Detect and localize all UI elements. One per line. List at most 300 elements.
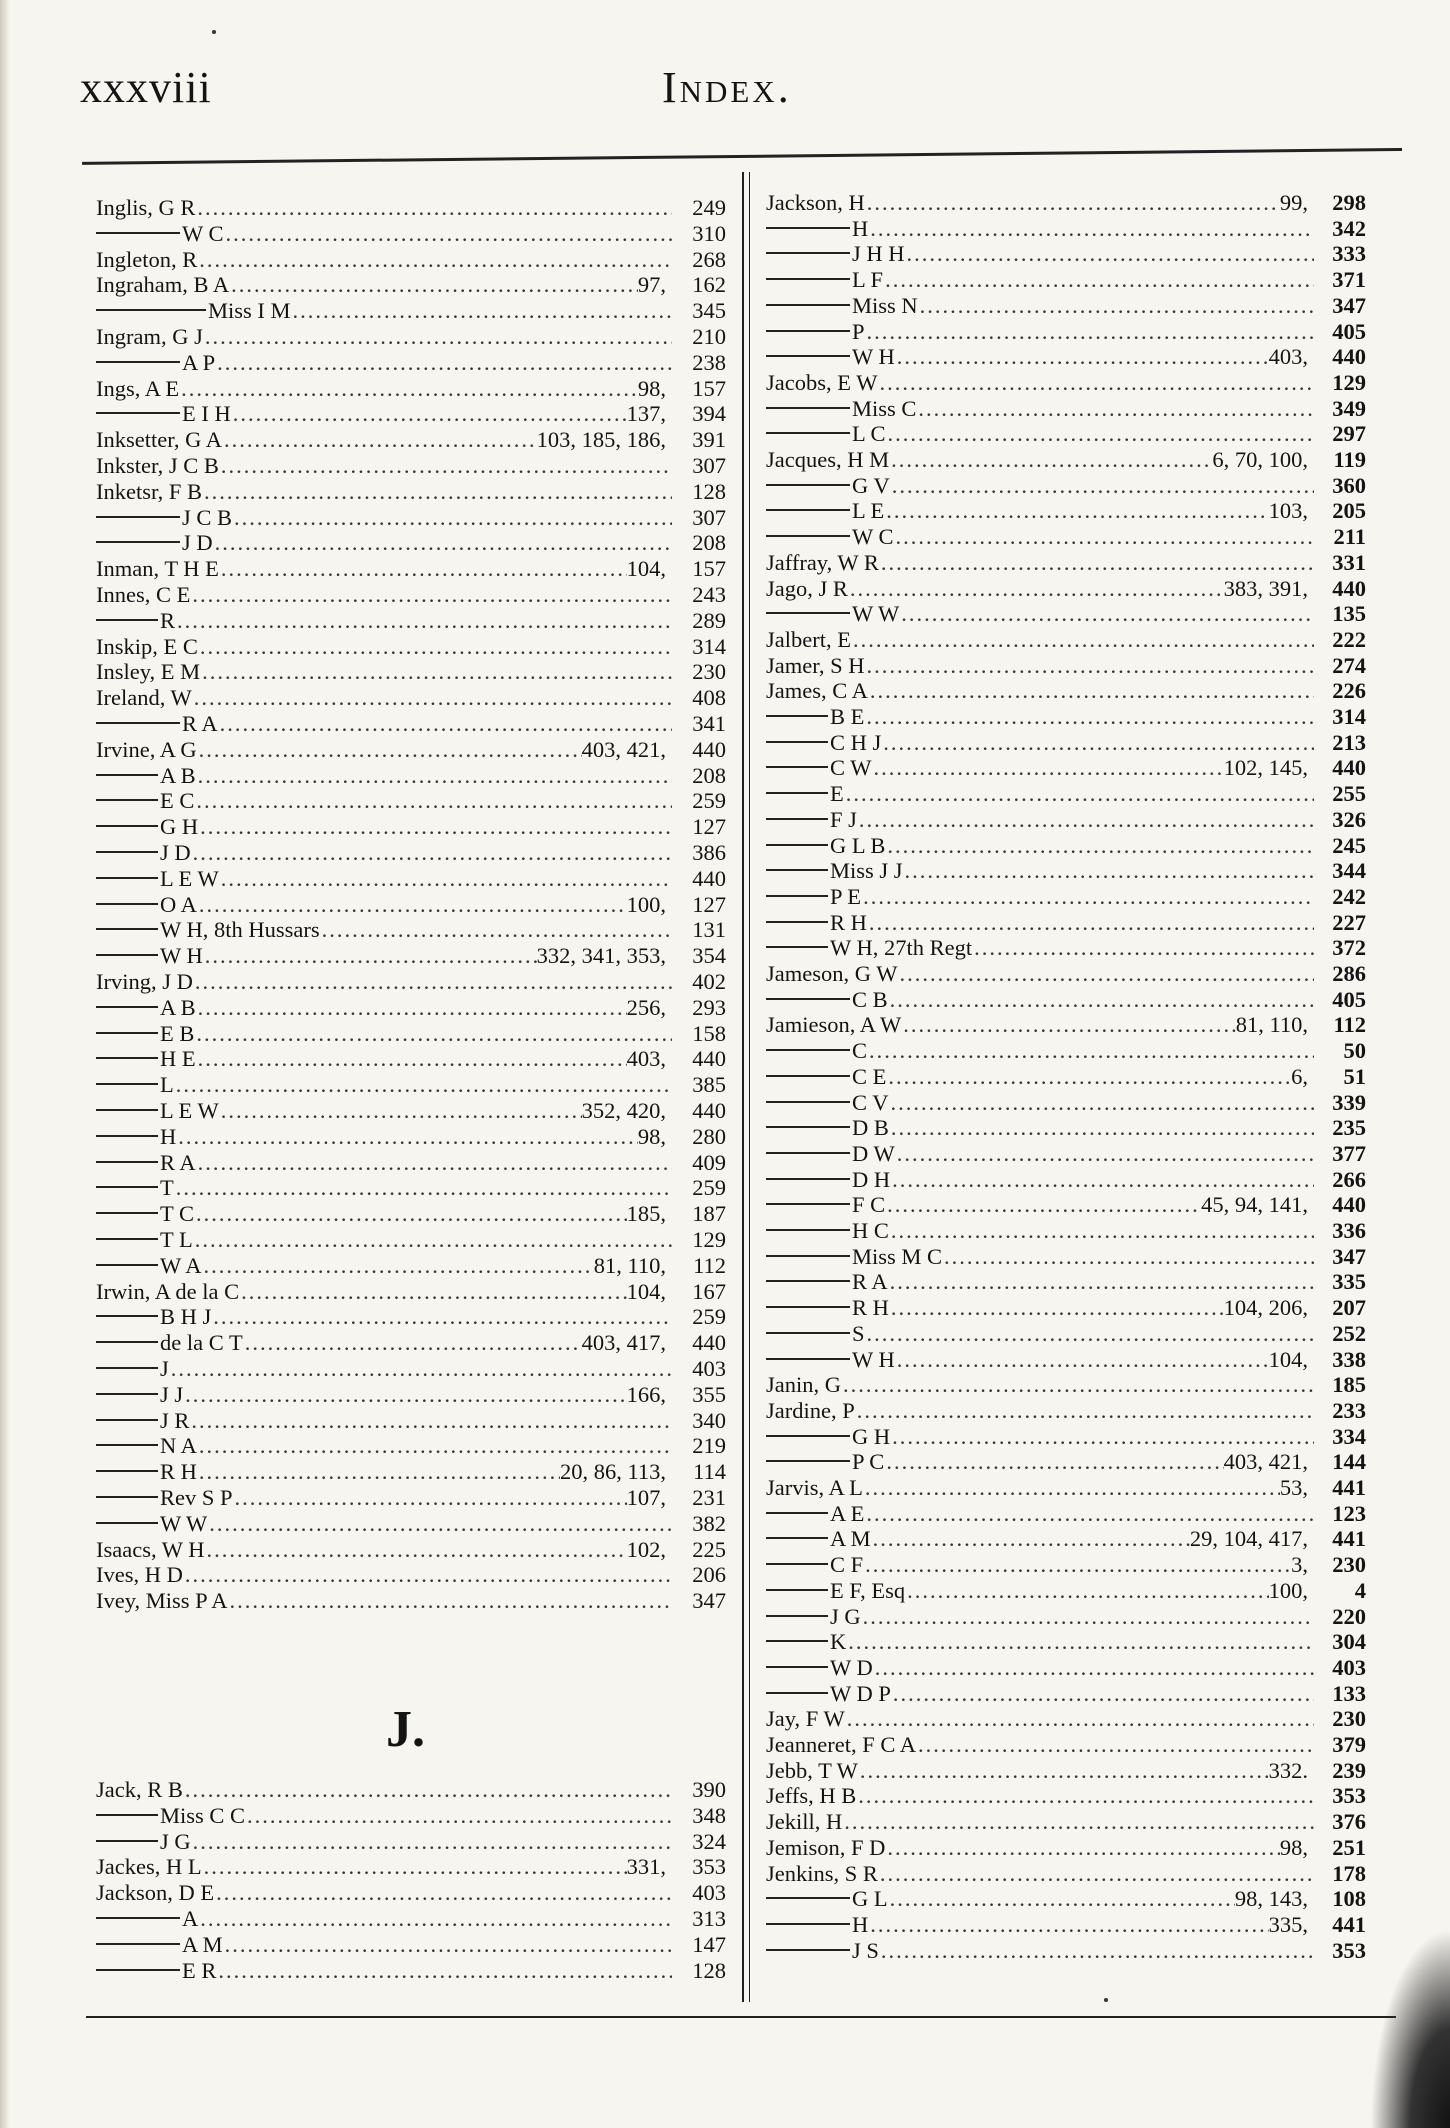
repeat-dash bbox=[96, 825, 158, 827]
index-entry bbox=[96, 505, 726, 531]
entry-lead bbox=[96, 1253, 201, 1279]
entry-lead bbox=[766, 396, 916, 422]
leader-dots bbox=[196, 995, 627, 1021]
entry-extra-pages: 3, bbox=[1291, 1552, 1308, 1578]
entry-page: 123 bbox=[1332, 1500, 1366, 1526]
entry-extra-pages: 166, bbox=[626, 1381, 666, 1407]
leader-dots bbox=[885, 1835, 1279, 1861]
entry-page: 227 bbox=[1332, 909, 1366, 935]
entry-lead bbox=[96, 221, 223, 247]
entry-extra-pages: 403, 421, bbox=[581, 736, 666, 762]
entry-page: 230 bbox=[1332, 1706, 1366, 1732]
entry-extra-pages: 98, 143, bbox=[1234, 1886, 1308, 1912]
entry-lead bbox=[766, 1604, 861, 1630]
entry-lead bbox=[766, 1912, 868, 1938]
entry-page: 213 bbox=[1332, 729, 1366, 755]
entry-name: J G bbox=[830, 1603, 861, 1629]
index-entry bbox=[96, 1330, 726, 1356]
repeat-dash bbox=[96, 232, 180, 234]
leader-dots bbox=[864, 704, 1314, 730]
entry-lead bbox=[766, 961, 897, 987]
repeat-dash bbox=[96, 1264, 158, 1266]
entry-page: 408 bbox=[692, 685, 726, 711]
index-entry bbox=[766, 498, 1366, 524]
index-entry bbox=[766, 1321, 1366, 1347]
entry-name: Jacques, H M bbox=[766, 447, 890, 472]
entry-extra-pages: 185, bbox=[626, 1201, 666, 1227]
entry-name: A P bbox=[182, 349, 216, 375]
leader-dots bbox=[895, 1347, 1269, 1373]
leader-dots bbox=[194, 1201, 627, 1227]
entry-page: 220 bbox=[1332, 1603, 1366, 1629]
entry-name: Ireland, W bbox=[96, 685, 192, 711]
leader-dots bbox=[884, 1449, 1223, 1475]
entry-name: W C bbox=[182, 220, 224, 246]
leader-dots bbox=[895, 344, 1269, 370]
leader-dots bbox=[198, 814, 672, 840]
entry-extra-pages: 81, 110, bbox=[593, 1252, 666, 1278]
entry-name: C B bbox=[852, 986, 888, 1012]
repeat-dash bbox=[766, 1049, 850, 1051]
entry-extra-pages: 103, bbox=[1268, 498, 1308, 524]
index-entry bbox=[766, 1578, 1366, 1604]
entry-page: 349 bbox=[1332, 395, 1366, 421]
entry-lead bbox=[766, 884, 861, 910]
repeat-dash bbox=[766, 1666, 828, 1668]
entry-lead bbox=[96, 943, 203, 969]
entry-name: R bbox=[160, 607, 176, 633]
entry-lead bbox=[766, 1038, 867, 1064]
entry-lead bbox=[96, 1408, 189, 1434]
index-entry bbox=[96, 1304, 726, 1330]
repeat-dash bbox=[766, 252, 850, 254]
entry-name: Jenkins, S R bbox=[766, 1860, 878, 1886]
entry-lead bbox=[766, 1141, 895, 1167]
leader-dots bbox=[232, 505, 672, 531]
entry-page: 238 bbox=[692, 349, 726, 375]
index-entry bbox=[766, 1552, 1366, 1578]
entry-name: E C bbox=[160, 788, 195, 814]
repeat-dash bbox=[766, 1537, 828, 1539]
repeat-dash bbox=[766, 330, 850, 332]
entry-page: 440 bbox=[692, 1046, 726, 1072]
entry-name: Innes, C E bbox=[96, 582, 191, 607]
entry-lead bbox=[96, 324, 203, 350]
entry-lead bbox=[96, 530, 213, 556]
repeat-dash bbox=[766, 1563, 828, 1565]
index-entry bbox=[766, 1526, 1366, 1552]
entry-extra-pages: 20, 86, 113, bbox=[559, 1459, 666, 1485]
repeat-dash bbox=[766, 1178, 850, 1180]
entry-page: 376 bbox=[1332, 1809, 1366, 1835]
index-entry bbox=[766, 1141, 1366, 1167]
index-entry bbox=[766, 961, 1366, 987]
entry-name: R A bbox=[160, 1149, 196, 1175]
leader-dots bbox=[183, 1562, 672, 1588]
entry-page: 187 bbox=[692, 1201, 726, 1227]
index-entry bbox=[96, 427, 726, 453]
entry-name: G V bbox=[852, 472, 890, 498]
entry-lead bbox=[96, 1175, 174, 1201]
entry-name: E bbox=[830, 781, 844, 807]
index-entry bbox=[766, 601, 1366, 627]
entry-page: 147 bbox=[692, 1931, 726, 1957]
repeat-dash bbox=[766, 1332, 850, 1334]
entry-name: O A bbox=[160, 891, 197, 917]
index-entry bbox=[766, 987, 1366, 1013]
entry-lead bbox=[96, 1046, 196, 1072]
entry-lead bbox=[96, 1072, 174, 1098]
entry-extra-pages: 102, bbox=[626, 1536, 666, 1562]
leader-dots bbox=[893, 524, 1314, 550]
entry-lead bbox=[766, 319, 865, 345]
entry-extra-pages: 104, bbox=[1268, 1346, 1308, 1372]
repeat-dash bbox=[96, 1109, 158, 1111]
entry-name: F J bbox=[830, 806, 857, 832]
entry-extra-pages: 6, 70, 100, bbox=[1212, 447, 1308, 472]
section-letter-j: J. bbox=[386, 1701, 425, 1758]
leader-dots bbox=[890, 1167, 1314, 1193]
entry-lead bbox=[766, 910, 867, 936]
entry-page: 127 bbox=[692, 891, 726, 917]
entry-extra-pages: 6, bbox=[1291, 1063, 1308, 1089]
entry-extra-pages: 53, bbox=[1279, 1475, 1308, 1500]
entry-name: L E bbox=[852, 498, 885, 524]
entry-page: 128 bbox=[692, 478, 726, 504]
leader-dots bbox=[197, 737, 582, 763]
index-entry bbox=[96, 1227, 726, 1253]
leader-dots bbox=[219, 453, 672, 479]
entry-name: Ives, H D bbox=[96, 1562, 183, 1588]
entry-name: G H bbox=[852, 1423, 891, 1449]
entry-lead bbox=[96, 1227, 193, 1253]
leader-dots bbox=[229, 272, 638, 298]
entry-name: W W bbox=[852, 601, 900, 627]
entry-page: 242 bbox=[1332, 883, 1366, 909]
entry-name: Inketsr, F B bbox=[96, 478, 202, 504]
entry-lead bbox=[96, 1356, 169, 1382]
entry-name: W H bbox=[852, 344, 895, 370]
index-entry bbox=[96, 1829, 726, 1855]
entry-lead bbox=[96, 995, 196, 1021]
entry-extra-pages: 403, bbox=[626, 1046, 666, 1072]
entry-lead bbox=[766, 1090, 888, 1116]
index-entry bbox=[96, 453, 726, 479]
entry-extra-pages: 98, bbox=[637, 375, 666, 401]
repeat-dash bbox=[766, 869, 828, 871]
index-entry bbox=[766, 910, 1366, 936]
index-entry bbox=[766, 1706, 1366, 1732]
entry-name: Ivey, Miss P A bbox=[96, 1588, 228, 1614]
entry-lead bbox=[766, 935, 972, 961]
repeat-dash bbox=[96, 1840, 158, 1842]
repeat-dash bbox=[766, 1640, 828, 1642]
leader-dots bbox=[193, 1227, 672, 1253]
entry-name: D W bbox=[852, 1140, 895, 1166]
index-entry bbox=[96, 1072, 726, 1098]
entry-page: 233 bbox=[1332, 1397, 1366, 1423]
entry-lead bbox=[766, 833, 885, 859]
entry-page: 310 bbox=[692, 220, 726, 246]
entry-page: 127 bbox=[692, 814, 726, 840]
entry-lead bbox=[766, 1886, 888, 1912]
entry-name: J D bbox=[182, 530, 213, 556]
repeat-dash bbox=[96, 1006, 158, 1008]
entry-page: 403 bbox=[1332, 1654, 1366, 1680]
index-entry bbox=[96, 711, 726, 737]
entry-name: Jeffs, H B bbox=[766, 1783, 857, 1809]
entry-page: 178 bbox=[1332, 1860, 1366, 1886]
repeat-dash bbox=[766, 946, 828, 948]
entry-page: 331 bbox=[1332, 549, 1366, 575]
repeat-dash bbox=[766, 1358, 850, 1360]
entry-name: Inman, T H E bbox=[96, 556, 219, 582]
entry-name: F C bbox=[852, 1192, 886, 1218]
entry-name: J R bbox=[160, 1407, 190, 1433]
leader-dots bbox=[863, 1475, 1280, 1501]
entry-name: Jekill, H bbox=[766, 1809, 843, 1835]
entry-lead bbox=[96, 1433, 197, 1459]
entry-page: 347 bbox=[692, 1588, 726, 1614]
entry-page: 341 bbox=[692, 711, 726, 736]
index-entry bbox=[96, 1175, 726, 1201]
index-entry bbox=[96, 737, 726, 763]
entry-lead bbox=[96, 1382, 183, 1408]
repeat-dash bbox=[96, 1135, 158, 1137]
entry-page: 210 bbox=[692, 324, 726, 349]
repeat-dash bbox=[766, 1101, 850, 1103]
index-entry bbox=[96, 1562, 726, 1588]
entry-name: Jago, J R bbox=[766, 575, 848, 601]
entry-page: 280 bbox=[692, 1123, 726, 1149]
entry-page: 235 bbox=[1332, 1115, 1366, 1141]
entry-lead bbox=[766, 1655, 873, 1681]
leader-dots bbox=[223, 221, 672, 247]
index-entry bbox=[766, 704, 1366, 730]
entry-page: 230 bbox=[1332, 1552, 1366, 1578]
entry-lead bbox=[766, 1501, 864, 1527]
repeat-dash bbox=[96, 1367, 158, 1369]
ink-speck bbox=[1104, 1998, 1108, 2002]
entry-name: S bbox=[852, 1320, 865, 1346]
entry-lead bbox=[96, 1803, 245, 1829]
entry-lead bbox=[766, 241, 905, 267]
entry-page: 440 bbox=[1332, 344, 1366, 370]
leader-dots bbox=[200, 659, 672, 685]
repeat-dash bbox=[96, 1032, 158, 1034]
entry-page: 167 bbox=[692, 1278, 726, 1304]
entry-page: 206 bbox=[692, 1562, 726, 1588]
leader-dots bbox=[848, 576, 1224, 602]
entry-name: T bbox=[160, 1175, 174, 1201]
index-entry bbox=[766, 319, 1366, 345]
repeat-dash bbox=[766, 304, 850, 306]
entry-page: 440 bbox=[692, 736, 726, 762]
entry-lead bbox=[766, 1681, 891, 1707]
entry-extra-pages: 103, 185, 186, bbox=[536, 427, 666, 453]
entry-page: 157 bbox=[692, 556, 726, 582]
entry-page: 409 bbox=[692, 1149, 726, 1175]
entry-name: Jebb, T W bbox=[766, 1757, 858, 1783]
repeat-dash bbox=[766, 612, 850, 614]
entry-lead bbox=[96, 840, 191, 866]
index-entry bbox=[96, 1253, 726, 1279]
entry-name: Miss N bbox=[852, 292, 918, 318]
repeat-dash bbox=[766, 1512, 828, 1514]
entry-page: 314 bbox=[692, 633, 726, 659]
leader-dots bbox=[233, 1485, 627, 1511]
entry-page: 441 bbox=[1332, 1475, 1366, 1500]
repeat-dash bbox=[766, 509, 850, 511]
index-entry bbox=[96, 1201, 726, 1227]
entry-name: Irwin, A de la C bbox=[96, 1278, 240, 1304]
index-entry bbox=[96, 195, 726, 221]
leader-dots bbox=[865, 319, 1314, 345]
leader-dots bbox=[890, 1424, 1314, 1450]
entry-name: Janin, G bbox=[766, 1372, 841, 1398]
entry-extra-pages: 104, bbox=[626, 556, 666, 582]
leader-dots bbox=[196, 1150, 672, 1176]
index-entry bbox=[96, 969, 726, 995]
leader-dots bbox=[905, 1578, 1269, 1604]
entry-lead bbox=[766, 987, 888, 1013]
entry-name: A B bbox=[160, 762, 196, 788]
entry-lead bbox=[766, 1192, 885, 1218]
entry-lead bbox=[96, 1906, 198, 1932]
entry-name: N A bbox=[160, 1433, 197, 1459]
entry-page: 129 bbox=[1332, 369, 1366, 395]
repeat-dash bbox=[96, 516, 180, 518]
index-entry bbox=[96, 1906, 726, 1932]
entry-extra-pages: 100, bbox=[1268, 1577, 1308, 1603]
repeat-dash bbox=[96, 541, 180, 543]
leader-dots bbox=[899, 601, 1314, 627]
entry-name: Jackson, D E bbox=[96, 1880, 215, 1906]
entry-name: Ings, A E bbox=[96, 375, 180, 401]
index-entry bbox=[766, 293, 1366, 319]
entry-name: J S bbox=[852, 1937, 879, 1963]
leader-dots bbox=[868, 678, 1314, 704]
entry-lead bbox=[766, 1732, 916, 1758]
index-entry bbox=[766, 627, 1366, 653]
repeat-dash bbox=[766, 741, 828, 743]
entry-lead bbox=[766, 1552, 863, 1578]
leader-dots bbox=[891, 1681, 1314, 1707]
repeat-dash bbox=[96, 799, 158, 801]
page-left-edge bbox=[0, 0, 10, 2128]
entry-name: R A bbox=[852, 1269, 888, 1295]
header-rule bbox=[82, 148, 1402, 165]
entry-lead bbox=[766, 1861, 878, 1887]
column-divider bbox=[742, 172, 744, 2002]
leader-dots bbox=[879, 1938, 1314, 1964]
entry-page: 129 bbox=[692, 1227, 726, 1252]
index-entry bbox=[766, 730, 1366, 756]
entry-name: Jamieson, A W bbox=[766, 1012, 902, 1038]
leader-dots bbox=[888, 1269, 1314, 1295]
entry-lead bbox=[766, 576, 848, 602]
entry-name: J C B bbox=[182, 504, 233, 530]
index-entry bbox=[96, 221, 726, 247]
leader-dots bbox=[245, 1803, 672, 1829]
repeat-dash bbox=[96, 903, 158, 905]
index-entry bbox=[766, 1604, 1366, 1630]
entry-name: K bbox=[830, 1629, 847, 1655]
index-entry bbox=[96, 866, 726, 892]
entry-lead bbox=[766, 1526, 871, 1552]
entry-lead bbox=[96, 1201, 194, 1227]
entry-name: J D bbox=[160, 840, 191, 865]
leader-dots bbox=[863, 1552, 1291, 1578]
entry-lead bbox=[766, 1758, 858, 1784]
entry-name: Inskip, E C bbox=[96, 633, 198, 659]
repeat-dash bbox=[766, 1460, 850, 1462]
entry-page: 313 bbox=[692, 1906, 726, 1931]
entry-name: Miss I M bbox=[208, 298, 291, 324]
entry-page: 340 bbox=[692, 1407, 726, 1433]
leader-dots bbox=[864, 1501, 1314, 1527]
leader-dots bbox=[889, 1218, 1314, 1244]
entry-name: L bbox=[160, 1072, 174, 1098]
entry-page: 304 bbox=[1332, 1629, 1366, 1655]
entry-lead bbox=[766, 1783, 856, 1809]
entry-name: Jameson, G W bbox=[766, 961, 898, 986]
entry-lead bbox=[96, 272, 229, 298]
entry-name: P C bbox=[852, 1449, 885, 1475]
index-entry bbox=[96, 1046, 726, 1072]
entry-name: Miss C C bbox=[160, 1802, 246, 1828]
entry-lead bbox=[96, 582, 190, 608]
entry-lead bbox=[766, 267, 883, 293]
entry-lead bbox=[766, 524, 893, 550]
index-entry bbox=[766, 267, 1366, 293]
index-entry bbox=[96, 1880, 726, 1906]
leader-dots bbox=[865, 190, 1280, 216]
repeat-dash bbox=[766, 1692, 828, 1694]
entry-page: 158 bbox=[692, 1020, 726, 1046]
leader-dots bbox=[842, 1809, 1314, 1835]
entry-extra-pages: 403, bbox=[1268, 344, 1308, 370]
entry-lead bbox=[96, 866, 219, 892]
entry-lead bbox=[766, 473, 890, 499]
entry-page: 112 bbox=[1333, 1012, 1366, 1038]
index-entry bbox=[766, 807, 1366, 833]
leader-dots bbox=[219, 1098, 582, 1124]
entry-lead bbox=[766, 755, 871, 781]
leader-dots bbox=[207, 1511, 672, 1537]
index-entry bbox=[766, 421, 1366, 447]
repeat-dash bbox=[96, 1393, 158, 1395]
leader-dots bbox=[195, 195, 672, 221]
entry-lead bbox=[766, 190, 865, 216]
index-entry bbox=[96, 247, 726, 273]
entry-lead bbox=[96, 1880, 214, 1906]
entry-lead bbox=[766, 1835, 885, 1861]
entry-name: Jay, F W bbox=[766, 1706, 845, 1732]
entry-page: 377 bbox=[1332, 1140, 1366, 1166]
entry-page: 353 bbox=[1332, 1783, 1366, 1809]
index-entry bbox=[766, 1861, 1366, 1887]
index-entry bbox=[766, 884, 1366, 910]
entry-name: G L bbox=[852, 1886, 888, 1912]
entry-page: 245 bbox=[1332, 832, 1366, 858]
entry-page: 226 bbox=[1332, 678, 1366, 704]
repeat-dash bbox=[766, 818, 828, 820]
entry-lead bbox=[96, 814, 198, 840]
repeat-dash bbox=[766, 1897, 850, 1899]
repeat-dash bbox=[766, 844, 828, 846]
leader-dots bbox=[844, 781, 1314, 807]
